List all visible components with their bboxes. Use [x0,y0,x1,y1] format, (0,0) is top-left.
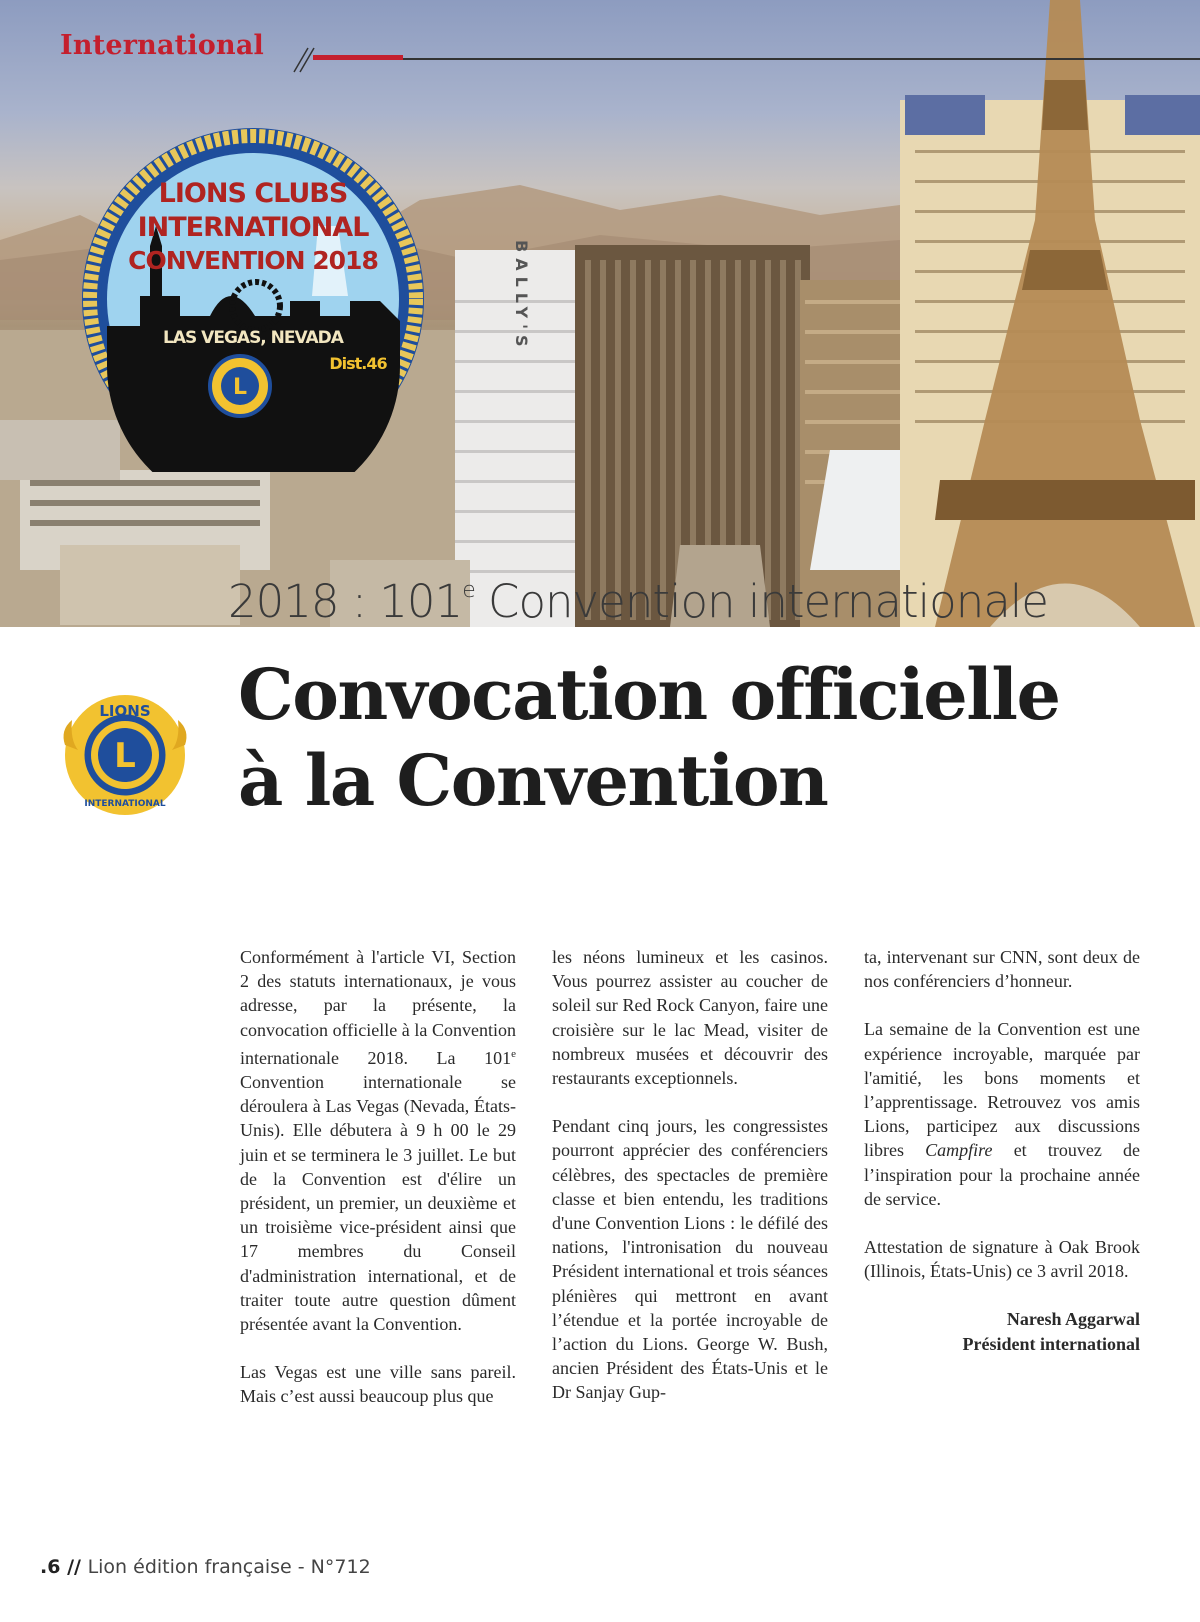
headline-line2: à la Convention [238,739,828,822]
col1-p1-text-b: Convention internationale se déroulera à Las Vegas (Nevada, États-Unis). Elle débutera à 9 h 00 le 29 juin et se terminera le 3 juillet. Le but de la Convention est d'élire un président, un premier, un deuxième et un troisième vice-président ainsi que 17 membres du Conseil d'administration international, et de traiter toute autre question dûment présentée avant la Convention. [240,1072,516,1335]
badge-line3: CONVENTION 2018 [128,246,378,275]
headline-line1: Convocation officielle [238,653,1060,736]
section-label: International [60,30,264,61]
signer-name: Naresh Aggarwal [1006,1309,1140,1330]
body-column-1 [240,945,516,1433]
signature-block [864,1307,1140,1355]
badge-line1: LIONS CLUBS [158,178,348,209]
col3-paragraph-3: Attestation de signature à Oak Brook (Illinois, États-Unis) ce 3 avril 2018. [864,1237,1140,1282]
col2-paragraph-2: Pendant cinq jours, les congressistes pourront apprécier des conférenciers célèbres, des spectacles de première classe et bien entendu, les traditions d'une Convention Lions : le défilé des nations, l'intronisation du nouveau Président international et trois séances plénières qui mettront en avant l’étendue et la portée incroyable de l’action du Lions. George W. Bush, ancien Président des États-Unis et le Dr Sanjay Gup- [552,1116,828,1403]
hero-caption [228,575,1048,628]
col1-p1-text-a: Conformément à l'article VI, Section 2 des statuts internationaux, je vous adresse, par la présente, la convocation officielle à la Convention internationale 2018. La 101 [240,947,516,1068]
col3-paragraph-2 [864,1017,1140,1211]
page-footer [40,1556,371,1578]
col1-p1-sup: e [511,1047,516,1060]
body-column-3 [864,945,1140,1356]
signer-title: Président international [962,1333,1140,1354]
publication-name: Lion édition française - N°712 [87,1556,371,1578]
badge-district: Dist.46 [329,354,387,373]
hero-caption-year: 2018 : 101 [228,575,463,628]
body-column-2 [552,945,828,1429]
col2-paragraph-1: les néons lumineux et les casinos. Vous pourrez assister au coucher de soleil sur Red Rock Canyon, faire une croisière sur le lac Mead, visiter de nombreux musées et découvrir des restaurants exceptionnels. [552,947,828,1089]
lions-logo-top-text: LIONS [99,702,151,720]
footer-separator: // [60,1556,88,1578]
col3-paragraph-1: ta, intervenant sur CNN, sont deux de nos conférenciers d’honneur. [864,947,1140,992]
col3-p2-italic: Campfire [925,1140,993,1161]
headline [238,652,1138,824]
col3-p2-text-a: La semaine de la Convention est une expérience incroyable, marquée par l'amitié, les bons moments et l’apprentissage. Retrouvez vos amis Lions, participez aux discussions libres [864,1019,1140,1161]
badge-line2: INTERNATIONAL [137,212,369,243]
lions-logo-bottom-text: INTERNATIONAL [84,799,166,809]
svg-text:L: L [232,375,248,400]
lions-international-logo-icon [60,690,190,820]
col1-paragraph-1 [240,945,516,1336]
badge-city: LAS VEGAS, NEVADA [163,328,343,348]
header-rule [390,58,1200,60]
hero-caption-rest: Convention internationale [474,575,1048,628]
ballys-sign: BALLY'S [512,240,531,353]
col3-p2-text-b: et trouvez de l’inspiration pour la prochaine année de service. [864,1140,1140,1209]
header-accent-rule [313,55,403,60]
hero-caption-sup: e [462,578,475,603]
lions-logo-letter: L [114,736,136,776]
convention-badge [80,126,426,472]
page-number: .6 [40,1556,61,1578]
col1-paragraph-2: Las Vegas est une ville sans pareil. Mais c’est aussi beaucoup plus que [240,1362,516,1407]
